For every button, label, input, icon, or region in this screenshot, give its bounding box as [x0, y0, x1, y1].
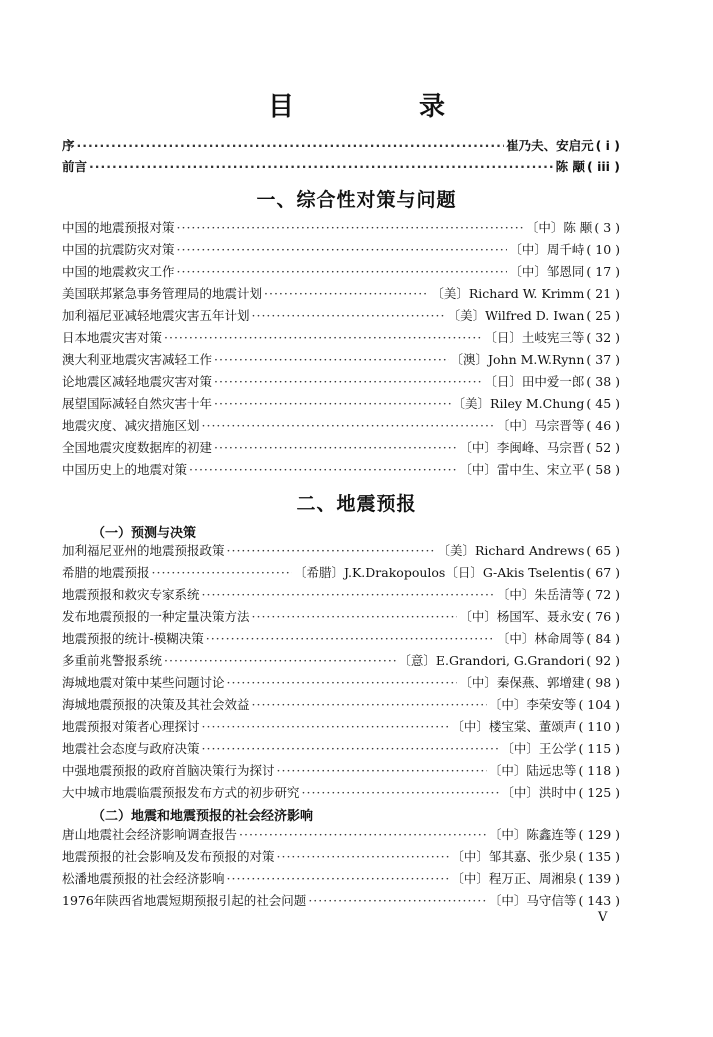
leader-dots: [239, 827, 487, 842]
entry-page: ( 115 ): [578, 741, 620, 756]
leader-dots: [214, 440, 457, 455]
leader-dots: [264, 286, 429, 301]
entry-page: ( 21 ): [586, 286, 620, 301]
entry-author: 〔意〕E.Grandori, G.Grandori: [398, 653, 585, 668]
entry-title: 日本地震灾害对策: [62, 330, 163, 345]
entry-page: ( 76 ): [586, 609, 620, 624]
entry-title: 发布地震预报的一种定量决策方法: [62, 609, 250, 624]
entry-author: 〔中〕秦保燕、郭增建: [459, 675, 585, 690]
leader-dots: [214, 374, 482, 389]
toc-entry: [62, 825, 620, 845]
toc-entry: [62, 460, 620, 480]
entry-page: ( 32 ): [586, 330, 620, 345]
entry-author: 〔中〕洪时中: [501, 785, 577, 800]
entry-author: 〔中〕邹恩同: [509, 264, 585, 279]
entry-page: ( 58 ): [586, 462, 620, 477]
leader-dots: [214, 396, 451, 411]
entry-author: 〔中〕雷中生、宋立平: [459, 462, 585, 477]
entry-page: ( 104 ): [578, 697, 620, 712]
entry-page: ( 38 ): [586, 374, 620, 389]
entry-author: 〔中〕李荣安等: [488, 697, 577, 712]
entry-page: ( 129 ): [578, 827, 620, 842]
leader-dots: [308, 893, 487, 908]
entry-title: 地震灾度、减灾措施区划: [62, 418, 200, 433]
leader-dots: [177, 242, 508, 257]
entry-author: 〔中〕陈鑫连等: [488, 827, 577, 842]
entry-page: ( 72 ): [586, 587, 620, 602]
leader-dots: [252, 697, 487, 712]
entry-title: 美国联邦紧急事务管理局的地震计划: [62, 286, 263, 301]
entry-title: 海城地震对策中某些问题讨论: [62, 675, 225, 690]
entry-page: ( 52 ): [586, 440, 620, 455]
entry-page: ( 125 ): [578, 785, 620, 800]
entry-title: 中国的地震救灾工作: [62, 264, 175, 279]
toc-entry: [62, 328, 620, 348]
entry-author: 〔澳〕John M.W.Rynn: [450, 352, 585, 367]
leader-dots: [277, 763, 487, 778]
entry-page: ( 84 ): [586, 631, 620, 646]
entry-author: 〔中〕朱岳清等: [496, 587, 585, 602]
toc-entry: [62, 394, 620, 414]
toc-entry: [62, 695, 620, 715]
entry-title: 1976年陕西省地震短期预报引起的社会问题: [62, 893, 307, 908]
toc-entry: [62, 847, 620, 867]
entry-author: 〔中〕林命周等: [496, 631, 585, 646]
entry-title: 地震预报的统计-模糊决策: [62, 631, 204, 646]
toc-entry: [62, 438, 620, 458]
entry-author: 〔美〕Richard W. Krimm: [431, 286, 585, 301]
entry-page: ( 17 ): [586, 264, 620, 279]
page-mark: V: [598, 910, 608, 925]
entry-page: ( 98 ): [586, 675, 620, 690]
toc-entry: [62, 541, 620, 561]
entry-author: 〔美〕Riley M.Chung: [452, 396, 585, 411]
entry-author: 〔日〕土岐宪三等: [484, 330, 585, 345]
leader-dots: [277, 849, 450, 864]
entry-page: ( i ): [595, 138, 620, 153]
entry-page: ( 92 ): [586, 653, 620, 668]
toc-entry: [62, 783, 620, 803]
leader-dots: [227, 871, 450, 886]
entry-author: 〔中〕陈 颙: [525, 220, 593, 235]
entry-author: 〔美〕Wilfred D. Iwan: [447, 308, 585, 323]
entry-page: ( 46 ): [586, 418, 620, 433]
leader-dots: [206, 631, 495, 646]
entry-author: 〔中〕邹其嘉、张少泉: [451, 849, 577, 864]
entry-author: 〔中〕马宗晋等: [496, 418, 585, 433]
toc-entry: [62, 673, 620, 693]
entry-title: 加利福尼亚减轻地震灾害五年计划: [62, 308, 250, 323]
entry-title: 中国历史上的地震对策: [62, 462, 188, 477]
leader-dots: [189, 462, 457, 477]
leader-dots: [177, 264, 508, 279]
toc-entry-preface: [62, 136, 620, 156]
toc-entry: [62, 372, 620, 392]
entry-title: 加利福尼亚州的地震预报政策: [62, 543, 225, 558]
subsection-heading: （二）地震和地震预报的社会经济影响: [92, 809, 314, 824]
leader-dots: [302, 785, 500, 800]
toc-entry: [62, 218, 620, 238]
leader-dots: [177, 220, 524, 235]
toc-entry: [62, 262, 620, 282]
leader-dots: [214, 352, 449, 367]
entry-author: 〔中〕楼宝棠、董颂声: [451, 719, 577, 734]
entry-title: 地震预报和救灾专家系统: [62, 587, 200, 602]
entry-author: 〔中〕陆远忠等: [488, 763, 577, 778]
entry-page: ( 10 ): [586, 242, 620, 257]
entry-page: ( 37 ): [586, 352, 620, 367]
toc-entry: [62, 869, 620, 889]
leader-dots: [89, 159, 554, 174]
entry-title: 地震社会态度与政府决策: [62, 741, 200, 756]
entry-author: 〔中〕李闽峰、马宗晋: [459, 440, 585, 455]
entry-title: 澳大利亚地震灾害减轻工作: [62, 352, 213, 367]
entry-author: 〔中〕马守信等: [488, 893, 577, 908]
entry-author: 〔日〕田中爱一郎: [484, 374, 585, 389]
entry-title: 论地震区减轻地震灾害对策: [62, 374, 213, 389]
toc-entry: [62, 416, 620, 436]
entry-title: 全国地震灾度数据库的初建: [62, 440, 213, 455]
subsection-heading: （一）预测与决策: [92, 526, 197, 541]
leader-dots: [164, 330, 482, 345]
toc-entry: [62, 761, 620, 781]
leader-dots: [202, 418, 495, 433]
entry-title: 唐山地震社会经济影响调查报告: [62, 827, 238, 842]
toc-entry: [62, 240, 620, 260]
entry-title: 中国的抗震防灾对策: [62, 242, 175, 257]
leader-dots: [202, 719, 450, 734]
entry-author: 〔中〕杨国军、聂永安: [459, 609, 585, 624]
toc-entry: [62, 350, 620, 370]
toc-entry: [62, 629, 620, 649]
entry-title: 希腊的地震预报: [62, 565, 150, 580]
toc-entry: [62, 651, 620, 671]
entry-title: 中国的地震预报对策: [62, 220, 175, 235]
entry-page: ( iii ): [587, 159, 620, 174]
leader-dots: [77, 138, 505, 153]
leader-dots: [152, 565, 292, 580]
entry-author: 〔美〕Richard Andrews: [437, 543, 585, 558]
entry-author: 崔乃夫、安启元: [506, 138, 594, 153]
section-heading: 二、地震预报: [296, 493, 417, 515]
toc-entry: [62, 306, 620, 326]
entry-author: 〔中〕王公学: [501, 741, 577, 756]
entry-title: 松潘地震预报的社会经济影响: [62, 871, 225, 886]
toc-entry: [62, 607, 620, 627]
toc-entry: [62, 717, 620, 737]
entry-title: 地震预报的社会影响及发布预报的对策: [62, 849, 275, 864]
toc-entry: [62, 585, 620, 605]
toc-entry: [62, 284, 620, 304]
leader-dots: [202, 587, 495, 602]
entry-page: ( 118 ): [578, 763, 620, 778]
entry-author: 〔希腊〕J.K.Drakopoulos〔日〕G-Akis Tselentis: [293, 565, 585, 580]
entry-author: 陈 颙: [555, 159, 586, 174]
leader-dots: [252, 308, 446, 323]
entry-page: ( 135 ): [578, 849, 620, 864]
entry-page: ( 65 ): [586, 543, 620, 558]
entry-page: ( 25 ): [586, 308, 620, 323]
leader-dots: [227, 675, 458, 690]
entry-title: 多重前兆警报系统: [62, 653, 163, 668]
leader-dots: [164, 653, 396, 668]
entry-title: 地震预报对策者心理探讨: [62, 719, 200, 734]
section-heading: 一、综合性对策与问题: [256, 189, 457, 211]
page-title: 目 录: [267, 92, 504, 122]
entry-author: 〔中〕程万正、周湘泉: [451, 871, 577, 886]
entry-page: ( 45 ): [586, 396, 620, 411]
entry-page: ( 139 ): [578, 871, 620, 886]
entry-author: 〔中〕周千峙: [509, 242, 585, 257]
toc-entry: [62, 739, 620, 759]
entry-page: ( 143 ): [578, 893, 620, 908]
toc-entry: [62, 563, 620, 583]
toc-entry-foreword: [62, 157, 620, 177]
entry-title: 大中城市地震临震预报发布方式的初步研究: [62, 785, 300, 800]
leader-dots: [202, 741, 500, 756]
entry-title: 序: [62, 138, 75, 153]
entry-title: 前言: [62, 159, 88, 174]
entry-page: ( 67 ): [586, 565, 620, 580]
entry-page: ( 110 ): [578, 719, 620, 734]
entry-title: 海城地震预报的决策及其社会效益: [62, 697, 250, 712]
toc-entry: [62, 891, 620, 911]
entry-title: 展望国际减轻自然灾害十年: [62, 396, 213, 411]
leader-dots: [252, 609, 458, 624]
entry-page: ( 3 ): [594, 220, 620, 235]
leader-dots: [227, 543, 436, 558]
entry-title: 中强地震预报的政府首脑决策行为探讨: [62, 763, 275, 778]
